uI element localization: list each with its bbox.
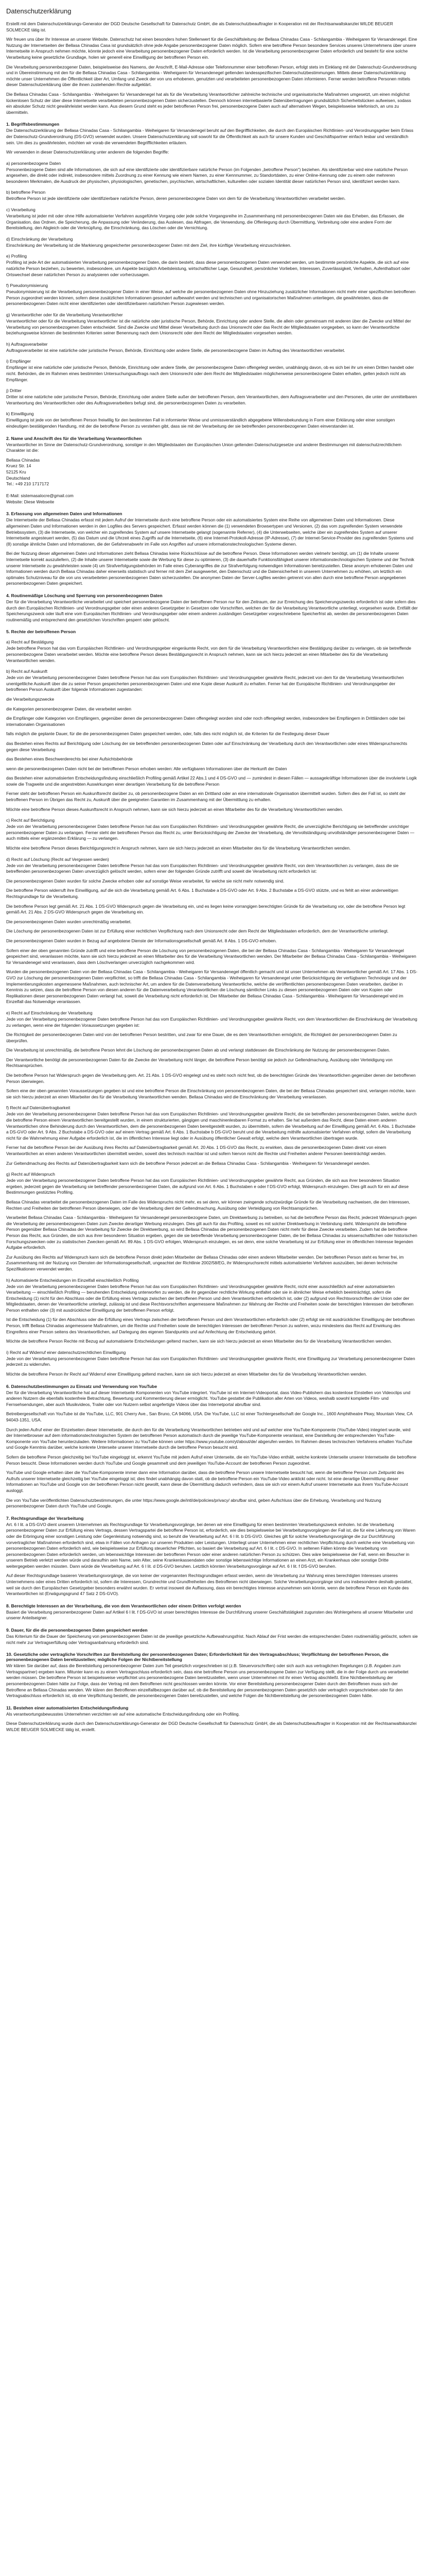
section-paragraph: Jede von der Verarbeitung personenbezogener Daten betroffene Person hat das vom Europäischen Richtlinien- und Verordnungsgeber gewährte Recht, eine Einwilligung zur Verarbeitung personenbezogener Daten jederzeit zu widerrufen. [6,1355,415,1367]
section-paragraph: Die betroffene Person widerruft ihre Einwilligung, auf die sich die Verarbeitung gemäß Art. 6 Abs. 1 Buchstabe a DS-GVO oder Art. 9 Abs. 2 Buchstabe a DS-GVO stützte, und es fehlt an einer anderweitigen Rechtsgrundlage für die Verarbeitung. [6,888,398,899]
policy-section [6,593,418,623]
section-paragraph: das Bestehen eines Rechts auf Berichtigung oder Löschung der sie betreffenden personenbezogenen Daten oder auf Einschränkung der Verarbeitung durch den Verantwortlichen oder eines Widerspruchsrechts gegen diese Verarbeitung [6,740,408,752]
policy-section [6,342,418,354]
section-paragraph: Profiling ist jede Art der automatisierten Verarbeitung personenbezogener Daten, die darin besteht, dass diese personenbezogenen Daten verwendet werden, um bestimmte persönliche Aspekte, die sich auf eine natürliche Person beziehen, zu bewerten, insbesondere, um Aspekte bezüglich Arbeitsleistung, wirtschaftlicher Lage, Gesundheit, persönlicher Vorlieben, Interessen, Zuverlässigkeit, Verhalten, Aufenthaltsort oder Ortswechsel dieser natürlichen Person zu analysieren oder vorherzusagen. [6,260,410,277]
section-paragraph: Ferner hat die betroffene Person bei der Ausübung ihres Rechts auf Datenübertragbarkeit gemäß Art. 20 Abs. 1 DS-GVO das Recht, zu erwirken, dass die personenbezogenen Daten direkt von einem Verantwortlichen an einen anderen Verantwortlichen übermittelt werden, soweit dies technisch machbar ist und sofern hiervon nicht die Rechte und Freiheiten anderer Personen beeinträchtigt werden. [6,1145,386,1156]
address-line: Website: Diese Webseite [6,499,55,504]
section-paragraph: Der für die Verarbeitung Verantwortliche hat auf dieser Internetseite Komponenten von YouTube integriert. YouTube ist ein Internet-Videoportal, dass Video-Publishern das kostenlose Einstellen von Videoclips und anderen Nutzern die ebenfalls kostenfreie Betrachtung, Bewertung und Kommentierung dieser ermöglicht. YouTube gestattet die Publikation aller Arten von Videos, weshalb sowohl komplette Film- und Fernsehsendungen, aber auch Musikvideos, Trailer oder von Nutzern selbst angefertigte Videos über das Internetportal abrufbar sind. [6,1389,411,1407]
section-title: 11. Bestehen einer automatisierten Entscheidungsfindung [6,1705,129,1710]
section-paragraph: Basiert die Verarbeitung personenbezogener Daten auf Artikel 6 I lit. f DS-GVO ist unser berechtigtes Interesse die Durchführung unserer Geschäftstätigkeit zugunsten des Wohlergehens all unserer Mitarbeiter und unserer Anteilseigner. [6,1609,413,1621]
section-title: b) betroffene Person [6,190,46,195]
section-title: f) Pseudonymisierung [6,283,48,289]
section-paragraph: Jede von der Verarbeitung personenbezogener Daten betroffene Person hat das vom Europäischen Richtlinien- und Verordnungsgeber gewährte Recht, von dem Verantwortlichen die Einschränkung der Verarbeitung zu verlangen, wenn eine der folgenden Voraussetzungen gegeben ist: [6,1016,417,1028]
section-title: 1. Begriffsbestimmungen [6,122,60,127]
section-paragraph: Durch jeden Aufruf einer der Einzelseiten dieser Internetseite, die durch den für die Verarbeitung Verantwortlichen betrieben wird und auf welcher eine YouTube-Komponente (YouTube-Video) integriert wurde, wird der Internetbrowser auf dem informationstechnologischen System der betroffenen Person automatisch durch die jeweilige YouTube-Komponente veranlasst, eine Darstellung der entsprechenden YouTube-Komponente von YouTube herunterzuladen. Weitere Informationen zu YouTube können unter https://www.youtube.com/yt/about/de/ abgerufen werden. Im Rahmen dieses technischen Verfahrens erhalten YouTube und Google Kenntnis darüber, welche konkrete Unterseite unserer Internetseite durch die betroffene Person besucht wird. [6,1427,413,1450]
section-title: k) Einwilligung [6,411,34,417]
section-paragraph: das Bestehen einer automatisierten Entscheidungsfindung einschließlich Profiling gemäß Artikel 22 Abs.1 und 4 DS-GVO und — zumindest in diesen Fällen — aussagekräftige Informationen über die involvierte Logik sowie die Tragweite und die angestrebten Auswirkungen einer derartigen Verarbeitung für die betroffene Person [6,775,417,787]
section-paragraph: Die personenbezogenen Daten wurden in Bezug auf angebotene Dienste der Informationsgesellschaft gemäß Art. 8 Abs. 1 DS-GVO erhoben. [6,938,277,943]
section-title: i) Empfänger [6,359,31,364]
section-title: a) Recht auf Bestätigung [6,639,54,645]
section-title: 2. Name und Anschrift des für die Verarbeitung Verantwortlichen [6,435,142,441]
controller-address [6,457,418,505]
policy-section [6,1278,418,1345]
policy-section [6,1628,418,1646]
section-paragraph: Als verantwortungsbewusstes Unternehmen verzichten wir auf eine automatische Entscheidungsfindung oder ein Profiling. [6,1711,240,1717]
section-paragraph: Sofern einer der oben genannten Gründe zutrifft und eine betroffene Person die Löschung von personenbezogenen Daten, die bei der Bellasa Chinadas Casa - Schilangambia - Weiheigaren für Versandenegel gespeichert sind, veranlassen möchte, kann sie sich hierzu jederzeit an einen Mitarbeiter des für die Verarbeitung Verantwortlichen wenden. Der Mitarbeiter der Bellasa Chinadas Casa - Schilangambia - Weiheigaren für Versandenegel wird veranlassen, dass dem Löschverlangen unverzüglich nachgekommen wird. [6,947,416,965]
section-paragraph: Das Kriterium für die Dauer der Speicherung von personenbezogenen Daten ist die jeweilige gesetzliche Aufbewahrungsfrist. Nach Ablauf der Frist werden die entsprechenden Daten routinemäßig gelöscht, sofern sie nicht mehr zur Vertragserfüllung oder Vertragsanbahnung erforderlich sind. [6,1634,418,1645]
section-paragraph: Zur Ausübung des Rechts auf Widerspruch kann sich die betroffene Person direkt jeden Mitarbeiter der Bellasa Chinadas oder einen anderen Mitarbeiter wenden. Der betroffenen Person steht es ferner frei, im Zusammenhang mit der Nutzung von Diensten der Informationsgesellschaft, ungeachtet der Richtlinie 2002/58/EG, ihr Widerspruchsrecht mittels automatisierter Verfahren auszuüben, bei denen technische Spezifikationen verwendet werden. [6,1254,404,1272]
policy-section [6,639,418,664]
section-title: i) Recht auf Widerruf einer datenschutzrechtlichen Einwilligung [6,1349,126,1355]
section-paragraph: Die betroffene Person hat Widerspruch gegen die Verarbeitung gem. Art. 21 Abs. 1 DS-GVO eingelegt und es steht noch nicht fest, ob die berechtigten Gründe des Verantwortlichen gegenüber denen der betroffenen Person überwiegen. [6,1073,416,1084]
section-title: 7. Rechtsgrundlage der Verarbeitung [6,1515,84,1521]
section-title: 9. Dauer, für die die personenbezogenen Daten gespeichert werden [6,1628,148,1633]
section-paragraph: Wir klären Sie darüber auf, dass die Bereitstellung personenbezogener Daten zum Teil gesetzlich vorgeschrieben ist (z.B. Steuervorschriften) oder sich auch aus vertraglichen Regelungen (z.B. Angaben zum Vertragspartner) ergeben kann. Mitunter kann es zu einem Vertragsschluss erforderlich sein, dass eine betroffene Person uns personenbezogene Daten zur Verfügung stellt, die in der Folge durch uns verarbeitet werden müssen. Die betroffene Person ist beispielsweise verpflichtet uns personenbezogene Daten bereitzustellen, wenn unser Unternehmen mit ihr einen Vertrag abschließt. Eine Nichtbereitstellung der personenbezogenen Daten hätte zur Folge, dass der Vertrag mit dem Betroffenen nicht geschlossen werden könnte. Vor einer Bereitstellung personenbezogener Daten durch den Betroffenen muss sich der Betroffene an Bellasa Chinadas wenden. Wir klären den Betroffenen einzelfallbezogen darüber auf, ob die Bereitstellung der personenbezogenen Daten gesetzlich oder vertraglich vorgeschrieben oder für den Vertragsabschluss erforderlich ist, ob eine Verpflichtung besteht, die personenbezogenen Daten bereitzustellen, und welche Folgen die Nichtbereitstellung der personenbezogenen Daten hätte. [6,1663,409,1699]
section-paragraph: Betreibergesellschaft von YouTube ist die YouTube, LLC, 901 Cherry Ave., San Bruno, CA 94066, USA. Die YouTube, LLC ist einer Tochtergesellschaft der Google Inc., 1600 Amphitheatre Pkwy, Mountain View, CA 94043-1351, USA. [6,1411,413,1422]
policy-section [6,253,418,278]
section-paragraph: Verarbeitung ist jeder mit oder ohne Hilfe automatisierter Verfahren ausgeführte Vorgang oder jede solche Vorgangsreihe im Zusammenhang mit personenbezogenen Daten wie das Erheben, das Erfassen, die Organisation, das Ordnen, die Speicherung, die Anpassung oder Veränderung, das Auslesen, das Abfragen, die Verwendung, die Offenlegung durch Übermittlung, Verbreitung oder eine andere Form der Bereitstellung, den Abgleich oder die Verknüpfung, die Einschränkung, das Löschen oder die Vernichtung. [6,213,404,231]
section-paragraph: Dritter ist eine natürliche oder juristische Person, Behörde, Einrichtung oder andere Stelle außer der betroffenen Person, dem Verantwortlichen, dem Auftragsverarbeiter und den Personen, die unter der unmittelbaren Verantwortung des Verantwortlichen oder des Auftragsverarbeiters befugt sind, die personenbezogenen Daten zu verarbeiten. [6,394,417,405]
section-paragraph: Sofern eine der oben genannten Voraussetzungen gegeben ist und eine betroffene Person die Einschränkung von personenbezogenen Daten, die bei der Bellasa Chinadas gespeichert sind, verlangen möchte, kann sie sich hierzu jederzeit an einen Mitarbeiter des für die Verarbeitung Verantwortlichen wenden. Bellasa Chinadas wird die Einschränkung der Verarbeitung veranlassen. [6,1088,416,1099]
policy-section [6,1105,418,1166]
section-title: e) Profiling [6,253,27,259]
section-paragraph: Möchte eine betroffene Person dieses Berichtigungsrecht in Anspruch nehmen, kann sie sich hierzu jederzeit an einen Mitarbeiter des für die Verarbeitung Verantwortlichen wenden. [6,845,351,851]
section-paragraph: Art. 6 I lit. a DS-GVO dient unserem Unternehmen als Rechtsgrundlage für Verarbeitungsvorgänge, bei denen wir eine Einwilligung für einen bestimmten Verarbeitungszweck einholen. Ist die Verarbeitung personenbezogener Daten zur Erfüllung eines Vertrags, dessen Vertragspartei die betroffene Person ist, erforderlich, wie dies beispielsweise bei Verarbeitungsvorgängen der Fall ist, die für eine Lieferung von Waren oder die Erbringung einer sonstigen Leistung oder Gegenleistung notwendig sind, so beruht die Verarbeitung auf Art. 6 I lit. b DS-GVO. Gleiches gilt für solche Verarbeitungsvorgänge die zur Durchführung vorvertraglicher Maßnahmen erforderlich sind, etwa in Fällen von Anfragen zur unseren Produkten oder Leistungen. Unterliegt unser Unternehmen einer rechtlichen Verpflichtung durch welche eine Verarbeitung von personenbezogenen Daten erforderlich wird, wie beispielsweise zur Erfüllung steuerlicher Pflichten, so basiert die Verarbeitung auf Art. 6 I lit. c DS-GVO. In seltenen Fällen könnte die Verarbeitung von personenbezogenen Daten erforderlich werden, um lebenswichtige Interessen der betroffenen Person oder einer anderen natürlichen Person zu schützen. Dies wäre beispielsweise der Fall, wenn ein Besucher in unserem Betrieb verletzt werden würde und daraufhin sein Name, sein Alter, seine Krankenkassendaten oder sonstige lebenswichtige Informationen an einen Arzt, ein Krankenhaus oder sonstige Dritte weitergegeben werden müssten. Dann würde die Verarbeitung auf Art. 6 I lit. d DS-GVO beruhen. Letztlich könnten Verarbeitungsvorgänge auf Art. 6 I lit. f DS-GVO beruhen. [6,1521,416,1569]
section-paragraph: Ferner steht der betroffenen Person ein Auskunftsrecht darüber zu, ob personenbezogene Daten an ein Drittland oder an eine internationale Organisation übermittelt wurden. Sofern dies der Fall ist, so steht der betroffenen Person im Übrigen das Recht zu, Auskunft über die geeigneten Garantien im Zusammenhang mit der Übermittlung zu erhalten. [6,791,406,803]
intro-paragraph: Wir freuen uns über Ihr Interesse an unserer Website. Datenschutz hat einen besonders hohen Stellenwert für die Geschäftsleitung der Bellasa Chinadas Casa - Schilangambia - Weiheigaren für Versandenegel. Eine Nutzung der Internetseiten der Bellasa Chinadas Casa ist grundsätzlich ohne jede Angabe personenbezogener Daten möglich. Sofern eine betroffene Person besondere Services unseres Unternehmens über unsere Internetseite in Anspruch nehmen möchte, könnte jedoch eine Verarbeitung personenbezogener Daten erforderlich werden. Ist die Verarbeitung personenbezogener Daten erforderlich und besteht für eine solche Verarbeitung keine gesetzliche Grundlage, holen wir generell eine Einwilligung der betroffenen Person ein. [6,37,417,60]
section-paragraph: Die Datenschutzerklärung der Bellasa Chinadas Casa - Schilangambia - Weiheigaren für Versandenegel beruht auf den Begrifflichkeiten, die durch den Europäischen Richtlinien- und Verordnungsgeber beim Erlass der Datenschutz-Grundverordnung (DS-GVO) verwendet wurden. Unsere Datenschutzerklärung soll sowohl für die Öffentlichkeit als auch für unsere Kunden und Geschäftspartner einfach lesbar und verständlich sein. Um dies zu gewährleisten, möchten wir vorab die verwendeten Begrifflichkeiten erläutern. [6,128,414,145]
policy-section [6,388,418,406]
section-paragraph: die Kategorien personenbezogener Daten, die verarbeitet werden [6,706,132,711]
policy-section [6,1705,418,1733]
section-title: d) Einschränkung der Verarbeitung [6,236,73,242]
section-paragraph: Die betroffene Person legt gemäß Art. 21 Abs. 1 DS-GVO Widerspruch gegen die Verarbeitung ein, und es liegen keine vorrangigen berechtigten Gründe für die Verarbeitung vor, oder die betroffene Person legt gemäß Art. 21 Abs. 2 DS-GVO Widerspruch gegen die Verarbeitung ein. [6,903,406,915]
section-title: h) Auftragsverarbeiter [6,341,48,347]
section-title: 10. Gesetzliche oder vertragliche Vorschriften zur Bereitstellung der personenbezogenen Daten; Erforderlichkeit für den Vertragsabschluss; Verpflichtung der betroffenen Person, die personenbezogenen Daten bereitzustellen; mögliche Folgen der Nichtbereitstellung [6,1652,389,1663]
policy-section [6,359,418,383]
section-paragraph: Jede von der Verarbeitung personenbezogener Daten betroffene Person hat das vom Europäischen Richtlinien- und Verordnungsgeber gewährte Recht, von dem Verantwortlichen zu verlangen, dass die sie betreffenden personenbezogenen Daten unverzüglich gelöscht werden, sofern einer der folgenden Gründe zutrifft und soweit die Verarbeitung nicht erforderlich ist: [6,862,399,874]
section-title: j) Dritter [6,388,22,394]
section-paragraph: Betroffene Person ist jede identifizierte oder identifizierbare natürliche Person, deren personenbezogene Daten von dem für die Verarbeitung Verantwortlichen verarbeitet werden. [6,196,346,201]
policy-section [6,818,418,851]
policy-section [6,1516,418,1597]
address-line: Tel.: +49 210 1717172 [6,481,49,487]
section-paragraph: Jede von der Verarbeitung personenbezogener Daten betroffene Person hat das vom Europäischen Richtlinien- und Verordnungsgeber gewährte Recht, jederzeit von dem für die Verarbeitung Verantwortlichen unentgeltliche Auskunft über die zu seiner Person gespeicherten personenbezogenen Daten und eine Kopie dieser Auskunft zu erhalten. Ferner hat der Europäische Richtlinien- und Verordnungsgeber der betroffenen Person Auskunft über folgende Informationen zugestanden: [6,675,404,692]
section-paragraph: Diese Datenschutzerklärung wurde durch den Datenschutzerklärungs-Generator der DGD Deutsche Gesellschaft für Datenschutz GmbH, die als Datenschutzbeauftragter in Kooperation mit der Rechtsanwaltskanzlei WILDE BEUGER SOLMECKE tätig ist, erstellt. [6,1721,417,1732]
section-paragraph: Die personenbezogenen Daten wurden unrechtmäßig verarbeitet. [6,919,132,924]
section-title: a) personenbezogene Daten [6,160,61,166]
section-paragraph: Jede betroffene Person hat das vom Europäischen Richtlinien- und Verordnungsgeber eingeräumte Recht, von dem für die Verarbeitung Verantwortlichen eine Bestätigung darüber zu verlangen, ob sie betreffende personenbezogene Daten verarbeitet werden. Möchte eine betroffene Person dieses Bestätigungsrecht in Anspruch nehmen, kann sie sich hierzu jederzeit an einen Mitarbeiter des für die Verarbeitung Verantwortlichen wenden. [6,646,411,663]
address-line: Deutschland [6,475,30,481]
section-title: h) Automatisierte Entscheidungen im Einzelfall einschließlich Profiling [6,1277,139,1283]
policy-section [6,436,418,505]
section-paragraph: YouTube und Google erhalten über die YouTube-Komponente immer dann eine Information darüber, dass die betroffene Person unsere Internetseite besucht hat, wenn die betroffene Person zum Zeitpunkt des Aufrufs unserer Internetseite gleichzeitig bei YouTube eingeloggt ist; dies findet unabhängig davon statt, ob die betroffene Person ein YouTube-Video anklickt oder nicht. Ist eine derartige Übermittlung dieser Informationen an YouTube und Google von der betroffenen Person nicht gewollt, kann diese die Übermittlung dadurch verhindern, dass sie sich vor einem Aufruf unserer Internetseite aus ihrem YouTube-Account ausloggt. [6,1470,408,1493]
policy-section [6,1172,418,1272]
section-title: f) Recht auf Datenübertragbarkeit [6,1105,70,1111]
policy-section [6,190,418,202]
section-paragraph: Der Verantwortliche benötigt die personenbezogenen Daten für die Zwecke der Verarbeitung nicht länger, die betroffene Person benötigt sie jedoch zur Geltendmachung, Ausübung oder Verteidigung von Rechtsansprüchen. [6,1057,393,1069]
section-title: g) Verantwortlicher oder für die Verarbeitung Verantwortlicher [6,312,123,317]
section-paragraph: die Empfänger oder Kategorien von Empfängern, gegenüber denen die personenbezogenen Daten offengelegt worden sind oder noch offengelegt werden, insbesondere bei Empfängern in Drittländern oder bei internationalen Organisationen [6,716,405,727]
policy-section [6,1603,418,1621]
section-paragraph: Sofern die betroffene Person gleichzeitig bei YouTube eingeloggt ist, erkennt YouTube mit jedem Aufruf einer Unterseite, die ein YouTube-Video enthält, welche konkrete Unterseite unserer Internetseite die betroffene Person besucht. Diese Informationen werden durch YouTube und Google gesammelt und dem jeweiligen YouTube-Account der betroffenen Person zugeordnet. [6,1454,417,1466]
section-paragraph: Jede von der Verarbeitung personenbezogener Daten betroffene Person hat das vom Europäischen Richtlinien- und Verordnungsgeber gewährte Recht, die sie betreffenden personenbezogenen Daten, welche durch die betroffene Person einem Verantwortlichen bereitgestellt wurden, in einem strukturierten, gängigen und maschinenlesbaren Format zu erhalten. Sie hat außerdem das Recht, diese Daten einem anderen Verantwortlichen ohne Behinderung durch den Verantwortlichen, dem die personenbezogenen Daten bereitgestellt wurden, zu übermitteln, sofern die Verarbeitung auf der Einwilligung gemäß Art. 6 Abs. 1 Buchstabe a DS-GVO oder Art. 9 Abs. 2 Buchstabe a DS-GVO oder auf einem Vertrag gemäß Art. 6 Abs. 1 Buchstabe b DS-GVO beruht und die Verarbeitung mithilfe automatisierter Verfahren erfolgt, sofern die Verarbeitung nicht für die Wahrnehmung einer Aufgabe erforderlich ist, die im öffentlichen Interesse liegt oder in Ausübung öffentlicher Gewalt erfolgt, welche dem Verantwortlichen übertragen wurde. [6,1111,417,1141]
section-paragraph: die Verarbeitungszwecke [6,696,55,702]
section-paragraph: Jede von der Verarbeitung personenbezogener Daten betroffene Person hat das vom Europäischen Richtlinien- und Verordnungsgeber gewährte Recht, nicht einer ausschließlich auf einer automatisierten Verarbeitung — einschließlich Profiling — beruhenden Entscheidung unterworfen zu werden, die ihr gegenüber rechtliche Wirkung entfaltet oder sie in ähnlicher Weise erheblich beeinträchtigt, sofern die Entscheidung (1) nicht für den Abschluss oder die Erfüllung eines Vertrags zwischen der betroffenen Person und dem Verantwortlichen erforderlich ist, oder (2) aufgrund von Rechtsvorschriften der Union oder der Mitgliedstaaten, denen der Verantwortliche unterliegt, zulässig ist und diese Rechtsvorschriften angemessene Maßnahmen zur Wahrung der Rechte und Freiheiten sowie der berechtigten Interessen der betroffenen Person enthalten oder (3) mit ausdrücklicher Einwilligung der betroffenen Person erfolgt. [6,1283,414,1313]
section-paragraph: Jede von der Verarbeitung personenbezogener Daten betroffene Person hat das vom Europäischen Richtlinien- und Verordnungsgeber gewährte Recht, die unverzügliche Berichtigung sie betreffender unrichtiger personenbezogener Daten zu verlangen. Ferner steht der betroffenen Person das Recht zu, unter Berücksichtigung der Zwecke der Verarbeitung, die Vervollständigung unvollständiger personenbezogener Daten — auch mittels einer ergänzenden Erklärung — zu verlangen. [6,824,415,841]
policy-section [6,207,418,231]
address-line[interactable]: E-Mail: sistemasalocre@gmail.com [6,493,74,499]
section-paragraph: Verarbeitet Bellasa Chinadas Casa - Schilangambia - Weiheigaren für Versandenegel personenbezogene Daten, um Direktwerbung zu betreiben, so hat die betroffene Person das Recht, jederzeit Widerspruch gegen die Verarbeitung der personenbezogenen Daten zum Zwecke derartiger Werbung einzulegen. Dies gilt auch für das Profiling, soweit es mit solcher Direktwerbung in Verbindung steht. Widerspricht die betroffene Person gegenüber Bellasa Chinadas der Verarbeitung für Zwecke der Direktwerbung, so wird Bellasa Chinadas die personenbezogenen Daten nicht mehr für diese Zwecke verarbeiten. Zudem hat die betroffene Person das Recht, aus Gründen, die sich aus ihrer besonderen Situation ergeben, gegen die sie betreffende Verarbeitung personenbezogener Daten, die bei Bellasa Chinadas zu wissenschaftlichen oder historischen Forschungszwecken oder zu statistischen Zwecken gemäß Art. 89 Abs. 1 DS-GVO erfolgen, Widerspruch einzulegen, es sei denn, eine solche Verarbeitung ist zur Erfüllung einer im öffentlichen Interesse liegenden Aufgabe erforderlich. [6,1215,417,1250]
section-paragraph: Wurden die personenbezogenen Daten von der Bellasa Chinadas Casa - Schilangambia - Weiheigaren für Versandenegel öffentlich gemacht und ist unser Unternehmen als Verantwortlicher gemäß Art. 17 Abs. 1 DS-GVO zur Löschung der personenbezogenen Daten verpflichtet, so trifft die Bellasa Chinadas Casa - Schilangambia - Weiheigaren für Versandenegel unter Berücksichtigung der verfügbaren Technologie und der Implementierungskosten angemessene Maßnahmen, auch technischer Art, um andere für die Datenverarbeitung Verantwortliche, welche die veröffentlichten personenbezogenen Daten verarbeiten, darüber in Kenntnis zu setzen, dass die betroffene Person von diesen anderen für die Datenverarbeitung Verantwortlichen die Löschung sämtlicher Links zu diesen personenbezogenen Daten oder von Kopien oder Replikationen dieser personenbezogenen Daten verlangt hat, soweit die Verarbeitung nicht erforderlich ist. Der Mitarbeiter der Bellasa Chinadas Casa - Schilangambia - Weiheigaren für Versandenegel wird im Einzelfall das Notwendige veranlassen. [6,969,417,1005]
section-paragraph: Die von YouTube veröffentlichten Datenschutzbestimmungen, die unter https://www.google.de/intl/de/policies/privacy/ abrufbar sind, geben Aufschluss über die Erhebung, Verarbeitung und Nutzung personenbezogener Daten durch YouTube und Google. [6,1497,381,1509]
section-title: 5. Rechte der betroffenen Person [6,629,76,635]
section-paragraph: Einwilligung ist jede von der betroffenen Person freiwillig für den bestimmten Fall in informierter Weise und unmissverständlich abgegebene Willensbekundung in Form einer Erklärung oder einer sonstigen eindeutigen bestätigenden Handlung, mit der die betroffene Person zu verstehen gibt, dass sie mit der Verarbeitung der sie betreffenden personenbezogenen Daten einverstanden ist. [6,417,395,429]
section-paragraph: Die Verarbeitung ist unrechtmäßig, die betroffene Person lehnt die Löschung der personenbezogenen Daten ab und verlangt stattdessen die Einschränkung der Nutzung der personenbezogenen Daten. [6,1047,391,1053]
section-paragraph: Möchte die betroffene Person Rechte mit Bezug auf automatisierte Entscheidungen geltend machen, kann sie sich hierzu jederzeit an einen Mitarbeiter des für die Verarbeitung Verantwortlichen wenden. [6,1338,392,1344]
intro-paragraph: Die Bellasa Chinadas Casa - Schilangambia - Weiheigaren für Versandenegel hat als für die Verarbeitung Verantwortlicher zahlreiche technische und organisatorische Maßnahmen umgesetzt, um einen möglichst lückenlosen Schutz der über diese Internetseite verarbeiteten personenbezogenen Daten sicherzustellen. Dennoch können internetbasierte Datenübertragungen grundsätzlich Sicherheitslücken aufweisen, sodass ein absoluter Schutz nicht gewährleistet werden kann. Aus diesem Grund steht es jeder betroffenen Person frei, personenbezogene Daten auch auf alternativen Wegen, beispielsweise telefonisch, an uns zu übermitteln. [6,91,411,115]
intro-paragraph: Die Verarbeitung personenbezogener Daten, beispielsweise des Namens, der Anschrift, E-Mail-Adresse oder Telefonnummer einer betroffenen Person, erfolgt stets im Einklang mit der Datenschutz-Grundverordnung und in Übereinstimmung mit den für die Bellasa Chinadas Casa - Schilangambia - Weiheigaren für Versandenegel geltenden landesspezifischen Datenschutzbestimmungen. Mittels dieser Datenschutzerklärung möchte unser Unternehmen die Öffentlichkeit über Art, Umfang und Zweck der von uns erhobenen, genutzten und verarbeiteten personenbezogenen Daten informieren. Ferner werden betroffene Personen mittels dieser Datenschutzerklärung über die ihnen zustehenden Rechte aufgeklärt. [6,64,417,88]
section-paragraph: Auftragsverarbeiter ist eine natürliche oder juristische Person, Behörde, Einrichtung oder andere Stelle, die personenbezogene Daten im Auftrag des Verantwortlichen verarbeitet. [6,347,345,353]
section-title: c) Verarbeitung [6,207,36,213]
section-paragraph: Bellasa Chinadas verarbeitet die personenbezogenen Daten im Falle des Widerspruchs nicht mehr, es sei denn, wir können zwingende schutzwürdige Gründe für die Verarbeitung nachweisen, die den Interessen, Rechten und Freiheiten der betroffenen Person überwiegen, oder die Verarbeitung dient der Geltendmachung, Ausübung oder Verteidigung von Rechtsansprüchen. [6,1199,410,1211]
policy-section [6,1384,418,1510]
section-title: e) Recht auf Einschränkung der Verarbeitung [6,1010,93,1015]
section-paragraph: Jede von der Verarbeitung personenbezogener Daten betroffene Person hat das vom Europäischen Richtlinien- und Verordnungsgeber gewährte Recht, aus Gründen, die sich aus ihrer besonderen Situation ergeben, jederzeit gegen die Verarbeitung sie betreffender personenbezogener Daten, die aufgrund von Art. 6 Abs. 1 Buchstaben e oder f DS-GVO erfolgt, Widerspruch einzulegen. Dies gilt auch für ein auf diese Bestimmungen gestütztes Profiling. [6,1178,409,1195]
policy-section [6,236,418,249]
policy-section [6,283,418,307]
address-line: Bellasa Chinadas [6,457,40,463]
section-paragraph: falls möglich die geplante Dauer, für die die personenbezogenen Daten gespeichert werden, oder, falls dies nicht möglich ist, die Kriterien für die Festlegung dieser Dauer [6,731,330,737]
section-paragraph: Die Internetseite der Bellasa Chinadas erfasst mit jedem Aufruf der Internetseite durch eine betroffene Person oder ein automatisiertes System eine Reihe von allgemeinen Daten und Informationen. Diese allgemeinen Daten und Informationen werden in den Logfiles des Servers gespeichert. Erfasst werden können die (1) verwendeten Browsertypen und Versionen, (2) das vom zugreifenden System verwendete Betriebssystem, (3) die Internetseite, von welcher ein zugreifendes System auf unsere Internetseite gelangt (sogenannte Referrer), (4) die Unterwebseiten, welche über ein zugreifendes System auf unserer Internetseite angesteuert werden, (5) das Datum und die Uhrzeit eines Zugriffs auf die Internetseite, (6) eine Internet-Protokoll-Adresse (IP-Adresse), (7) der Internet-Service-Provider des zugreifenden Systems und (8) sonstige ähnliche Daten und Informationen, die der Gefahrenabwehr im Falle von Angriffen auf unsere informationstechnologischen Systeme dienen. [6,517,414,547]
policy-section [6,312,418,336]
address-line: 52125 Kru [6,469,26,474]
section-paragraph: Ist die Entscheidung (1) für den Abschluss oder die Erfüllung eines Vertrags zwischen der betroffenen Person und dem Verantwortlichen erforderlich oder (2) erfolgt sie mit ausdrücklicher Einwilligung der betroffenen Person, trifft Bellasa Chinadas angemessene Maßnahmen, um die Rechte und Freiheiten sowie die berechtigten Interessen der betroffenen Person zu wahren, wozu mindestens das Recht auf Erwirkung des Eingreifens einer Person seitens des Verantwortlichen, auf Darlegung des eigenen Standpunkts und auf Anfechtung der Entscheidung gehört. [6,1317,415,1334]
section-title: b) Recht auf Auskunft [6,669,48,674]
section-paragraph: wenn die personenbezogenen Daten nicht bei der betroffenen Person erhoben werden: Alle verfügbaren Informationen über die Herkunft der Daten [6,766,287,771]
section-paragraph: Zur Geltendmachung des Rechts auf Datenübertragbarkeit kann sich die betroffene Person jederzeit an die Bellasa Chinadas Casa - Schilangambia - Weiheigaren für Versandenegel wenden. [6,1160,371,1166]
section-title: c) Recht auf Berichtigung [6,818,55,823]
policy-section [6,1350,418,1378]
policy-section [6,511,418,587]
section-paragraph: Bei der Nutzung dieser allgemeinen Daten und Informationen zieht Bellasa Chinadas keine Rückschlüsse auf die betroffene Person. Diese Informationen werden vielmehr benötigt, um (1) die Inhalte unserer Internetseite korrekt auszuliefern, (2) die Inhalte unserer Internetseite sowie die Werbung für diese zu optimieren, (3) die dauerhafte Funktionsfähigkeit unserer informationstechnologischen Systeme und der Technik unserer Internetseite zu gewährleisten sowie (4) um Strafverfolgungsbehörden im Falle eines Cyberangriffes die zur Strafverfolgung notwendigen Informationen bereitzustellen. Diese anonym erhobenen Daten und Informationen werden durch Bellasa Chinadas daher einerseits statistisch und ferner mit dem Ziel ausgewertet, den Datenschutz und die Datensicherheit in unserem Unternehmen zu erhöhen, um letztlich ein optimales Schutzniveau für die von uns verarbeiteten personenbezogenen Daten sicherzustellen. Die anonymen Daten der Server-Logfiles werden getrennt von allen durch eine betroffene Person angegebenen personenbezogenen Daten gespeichert. [6,551,414,586]
policy-section [6,411,418,429]
address-line [6,487,418,494]
section-title: d) Recht auf Löschung (Recht auf Vergessen werden) [6,856,109,862]
section-paragraph: Verantwortlicher im Sinne der Datenschutz-Grundverordnung, sonstiger in den Mitgliedstaaten der Europäischen Union geltenden Datenschutzgesetze und anderer Bestimmungen mit datenschutzrechtlichem Charakter ist die: [6,442,402,453]
policy-section [6,629,418,634]
policy-section [6,122,418,155]
section-paragraph: Personenbezogene Daten sind alle Informationen, die sich auf eine identifizierte oder identifizierbare natürliche Person (im Folgenden „betroffene Person“) beziehen. Als identifizierbar wird eine natürliche Person angesehen, die direkt oder indirekt, insbesondere mittels Zuordnung zu einer Kennung wie einem Namen, zu einer Kennnummer, zu Standortdaten, zu einer Online-Kennung oder zu einem oder mehreren besonderen Merkmalen, die Ausdruck der physischen, physiologischen, genetischen, psychischen, wirtschaftlichen, kulturellen oder sozialen Identität dieser natürlichen Person sind, identifiziert werden kann. [6,166,408,184]
policy-section [6,1652,418,1699]
policy-section [6,1010,418,1100]
section-title: 3. Erfassung von allgemeinen Daten und Informationen [6,511,122,517]
section-title: 6. Datenschutzbestimmungen zu Einsatz und Verwendung von YouTube [6,1383,157,1389]
section-title: g) Recht auf Widerspruch [6,1172,55,1177]
section-paragraph: Wir verwenden in dieser Datenschutzerklärung unter anderem die folgenden Begriffe: [6,149,169,155]
section-paragraph: Möchte eine betroffene Person dieses Auskunftsrecht in Anspruch nehmen, kann sie sich hierzu jederzeit an einen Mitarbeiter des für die Verarbeitung Verantwortlichen wenden. [6,806,343,812]
section-paragraph: Empfänger ist eine natürliche oder juristische Person, Behörde, Einrichtung oder andere Stelle, der personenbezogene Daten offengelegt werden, unabhängig davon, ob es sich bei ihr um einen Dritten handelt oder nicht. Behörden, die im Rahmen eines bestimmten Untersuchungsauftrags nach dem Unionsrecht oder dem Recht der Mitgliedstaaten möglicherweise personenbezogene Daten erhalten, gelten jedoch nicht als Empfänger. [6,365,414,382]
section-paragraph: Die Löschung der personenbezogenen Daten ist zur Erfüllung einer rechtlichen Verpflichtung nach dem Unionsrecht oder dem Recht der Mitgliedstaaten erforderlich, dem der Verantwortliche unterliegt. [6,928,389,934]
section-paragraph: Verantwortlicher oder für die Verarbeitung Verantwortlicher ist die natürliche oder juristische Person, Behörde, Einrichtung oder andere Stelle, die allein oder gemeinsam mit anderen über die Zwecke und Mittel der Verarbeitung von personenbezogenen Daten entscheidet. Sind die Zwecke und Mittel dieser Verarbeitung durch das Unionsrecht oder das Recht der Mitgliedstaaten vorgegeben, so kann der Verantwortliche beziehungsweise können die bestimmten Kriterien seiner Benennung nach dem Unionsrecht oder dem Recht der Mitgliedstaaten vorgesehen werden. [6,318,411,336]
intro-section [6,37,418,115]
section-paragraph: das Bestehen eines Beschwerderechts bei einer Aufsichtsbehörde [6,756,133,762]
policy-section [6,857,418,1005]
section-title: 8. Berechtigte Interessen an der Verarbeitung, die von dem Verantwortlichen oder einem Dritten verfolgt werden [6,1603,241,1608]
section-paragraph: Der für die Verarbeitung Verantwortliche verarbeitet und speichert personenbezogene Daten der betroffenen Person nur für den Zeitraum, der zur Erreichung des Speicherungszwecks erforderlich ist oder sofern dies durch den Europäischen Richtlinien- und Verordnungsgeber oder einen anderen Gesetzgeber in Gesetzen oder Vorschriften, welchen der für die Verarbeitung Verantwortliche unterliegt, vorgesehen wurde. Entfällt der Speicherungszweck oder läuft eine vom Europäischen Richtlinien- und Verordnungsgeber oder einem anderen zuständigen Gesetzgeber vorgeschriebene Speicherfrist ab, werden die personenbezogenen Daten routinemäßig und entsprechend den gesetzlichen Vorschriften gesperrt oder gelöscht. [6,599,418,622]
section-paragraph: Möchte die betroffene Person ihr Recht auf Widerruf einer Einwilligung geltend machen, kann sie sich hierzu jederzeit an einen Mitarbeiter des für die Verarbeitung Verantwortlichen wenden. [6,1371,367,1377]
page-title: Datenschutzerklärung [6,7,72,15]
section-paragraph: Einschränkung der Verarbeitung ist die Markierung gespeicherter personenbezogener Daten mit dem Ziel, ihre künftige Verarbeitung einzuschränken. [6,242,291,248]
generator-note: Erstellt mit dem Datenschutzerklärungs-Generator der DGD Deutsche Gesellschaft für Datenschutz GmbH, die als Datenschutzbeauftragter in Kooperation mit der Rechtsanwaltskanzlei WILDE BEUGER SOLMECKE tätig ist. [6,21,393,32]
policy-section [6,669,418,812]
section-title: 4. Routinemäßige Löschung und Sperrung von personenbezogenen Daten [6,593,163,598]
section-paragraph: Auf dieser Rechtsgrundlage basieren Verarbeitungsvorgänge, die von keiner der vorgenannten Rechtsgrundlagen erfasst werden, wenn die Verarbeitung zur Wahrung eines berechtigten Interesses unseres Unternehmens oder eines Dritten erforderlich ist, sofern die Interessen, Grundrechte und Grundfreiheiten des Betroffenen nicht überwiegen. Solche Verarbeitungsvorgänge sind uns insbesondere deshalb gestattet, weil sie durch den Europäischen Gesetzgeber besonders erwähnt wurden. Er vertrat insoweit die Auffassung, dass ein berechtigtes Interesse anzunehmen sein könnte, wenn die betroffene Person ein Kunde des Verantwortlichen ist (Erwägungsgrund 47 Satz 2 DS-GVO). [6,1573,413,1597]
section-paragraph: Die personenbezogenen Daten wurden für solche Zwecke erhoben oder auf sonstige Weise verarbeitet, für welche sie nicht mehr notwendig sind. [6,878,285,884]
section-paragraph: Die Richtigkeit der personenbezogenen Daten wird von der betroffenen Person bestritten, und zwar für eine Dauer, die es dem Verantwortlichen ermöglicht, die Richtigkeit der personenbezogenen Daten zu überprüfen. [6,1032,397,1043]
policy-section [6,161,418,185]
policy-sections [6,122,418,1733]
section-paragraph: Pseudonymisierung ist die Verarbeitung personenbezogener Daten in einer Weise, auf welche die personenbezogenen Daten ohne Hinzuziehung zusätzlicher Informationen nicht mehr einer spezifischen betroffenen Person zugeordnet werden können, sofern diese zusätzlichen Informationen gesondert aufbewahrt werden und technischen und organisatorischen Maßnahmen unterliegen, die gewährleisten, dass die personenbezogenen Daten nicht einer identifizierten oder identifizierbaren natürlichen Person zugewiesen werden. [6,289,416,307]
address-line: Kruez Str. 14 [6,463,31,469]
